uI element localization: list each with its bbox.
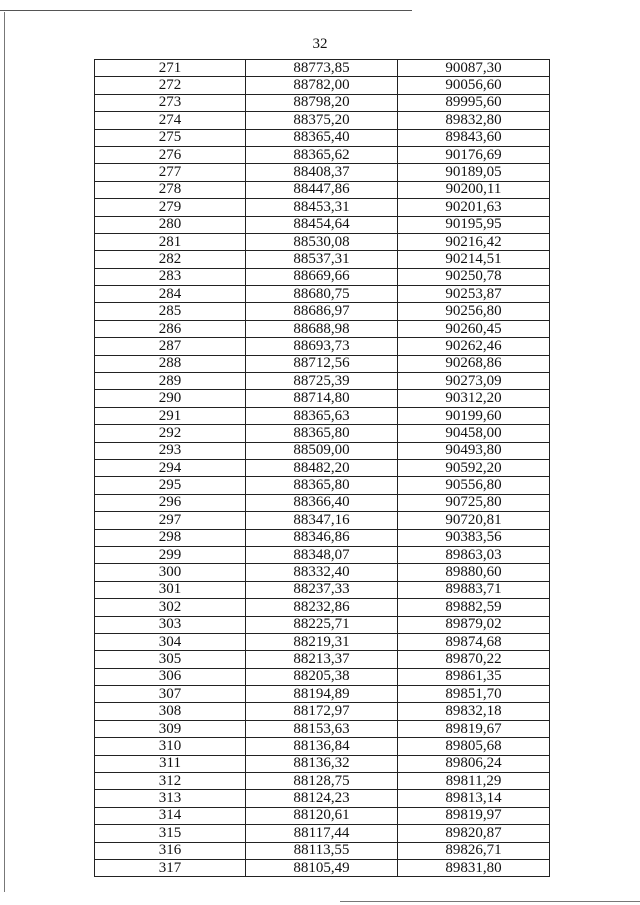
y-coordinate-cell: 90592,20 xyxy=(398,459,550,476)
table-row xyxy=(95,807,550,824)
y-coordinate-cell: 90253,87 xyxy=(398,286,550,303)
x-coordinate-cell: 88408,37 xyxy=(246,164,398,181)
x-coordinate-cell: 88225,71 xyxy=(246,616,398,633)
table-row xyxy=(95,251,550,268)
point-number-cell: 302 xyxy=(95,599,246,616)
table-row xyxy=(95,477,550,494)
table-row xyxy=(95,668,550,685)
point-number-cell: 310 xyxy=(95,738,246,755)
point-number-cell: 309 xyxy=(95,720,246,737)
y-coordinate-cell: 89832,80 xyxy=(398,112,550,129)
x-coordinate-cell: 88120,61 xyxy=(246,807,398,824)
table-row xyxy=(95,773,550,790)
x-coordinate-cell: 88712,56 xyxy=(246,355,398,372)
y-coordinate-cell: 89880,60 xyxy=(398,564,550,581)
y-coordinate-cell: 90216,42 xyxy=(398,233,550,250)
y-coordinate-cell: 90260,45 xyxy=(398,320,550,337)
point-number-cell: 290 xyxy=(95,390,246,407)
page-number: 32 xyxy=(312,36,328,52)
x-coordinate-cell: 88117,44 xyxy=(246,825,398,842)
point-number-cell: 277 xyxy=(95,164,246,181)
table-row xyxy=(95,303,550,320)
y-coordinate-cell: 89883,71 xyxy=(398,581,550,598)
table-row xyxy=(95,581,550,598)
x-coordinate-cell: 88454,64 xyxy=(246,216,398,233)
point-number-cell: 303 xyxy=(95,616,246,633)
table-row xyxy=(95,564,550,581)
table-row xyxy=(95,390,550,407)
table-row xyxy=(95,599,550,616)
x-coordinate-cell: 88688,98 xyxy=(246,320,398,337)
top-scan-rule xyxy=(0,10,412,11)
table-row xyxy=(95,268,550,285)
y-coordinate-cell: 89811,29 xyxy=(398,773,550,790)
point-number-cell: 282 xyxy=(95,251,246,268)
table-row xyxy=(95,286,550,303)
x-coordinate-cell: 88365,40 xyxy=(246,129,398,146)
y-coordinate-cell: 90556,80 xyxy=(398,477,550,494)
point-number-cell: 307 xyxy=(95,686,246,703)
x-coordinate-cell: 88347,16 xyxy=(246,512,398,529)
point-number-cell: 280 xyxy=(95,216,246,233)
y-coordinate-cell: 89874,68 xyxy=(398,633,550,650)
point-number-cell: 297 xyxy=(95,512,246,529)
x-coordinate-cell: 88205,38 xyxy=(246,668,398,685)
x-coordinate-cell: 88725,39 xyxy=(246,373,398,390)
point-number-cell: 294 xyxy=(95,459,246,476)
point-number-cell: 283 xyxy=(95,268,246,285)
table-row xyxy=(95,233,550,250)
point-number-cell: 312 xyxy=(95,773,246,790)
x-coordinate-cell: 88680,75 xyxy=(246,286,398,303)
point-number-cell: 292 xyxy=(95,425,246,442)
table-row xyxy=(95,459,550,476)
y-coordinate-cell: 90195,95 xyxy=(398,216,550,233)
y-coordinate-cell: 90720,81 xyxy=(398,512,550,529)
y-coordinate-cell: 90199,60 xyxy=(398,407,550,424)
y-coordinate-cell: 89851,70 xyxy=(398,686,550,703)
y-coordinate-cell: 90268,86 xyxy=(398,355,550,372)
point-number-cell: 278 xyxy=(95,181,246,198)
table-row xyxy=(95,529,550,546)
x-coordinate-cell: 88537,31 xyxy=(246,251,398,268)
x-coordinate-cell: 88365,80 xyxy=(246,425,398,442)
y-coordinate-cell: 89819,67 xyxy=(398,720,550,737)
point-number-cell: 275 xyxy=(95,129,246,146)
x-coordinate-cell: 88365,80 xyxy=(246,477,398,494)
x-coordinate-cell: 88194,89 xyxy=(246,686,398,703)
table-row xyxy=(95,442,550,459)
point-number-cell: 271 xyxy=(95,60,246,77)
y-coordinate-cell: 89995,60 xyxy=(398,94,550,111)
x-coordinate-cell: 88365,63 xyxy=(246,407,398,424)
point-number-cell: 281 xyxy=(95,233,246,250)
table-row xyxy=(95,164,550,181)
coordinates-table-body xyxy=(95,60,550,877)
point-number-cell: 305 xyxy=(95,651,246,668)
point-number-cell: 279 xyxy=(95,199,246,216)
x-coordinate-cell: 88530,08 xyxy=(246,233,398,250)
table-row xyxy=(95,703,550,720)
point-number-cell: 299 xyxy=(95,546,246,563)
point-number-cell: 295 xyxy=(95,477,246,494)
x-coordinate-cell: 88124,23 xyxy=(246,790,398,807)
x-coordinate-cell: 88113,55 xyxy=(246,842,398,859)
x-coordinate-cell: 88453,31 xyxy=(246,199,398,216)
x-coordinate-cell: 88366,40 xyxy=(246,494,398,511)
table-row xyxy=(95,129,550,146)
x-coordinate-cell: 88105,49 xyxy=(246,859,398,876)
x-coordinate-cell: 88237,33 xyxy=(246,581,398,598)
point-number-cell: 316 xyxy=(95,842,246,859)
table-row xyxy=(95,546,550,563)
x-coordinate-cell: 88693,73 xyxy=(246,338,398,355)
y-coordinate-cell: 90458,00 xyxy=(398,425,550,442)
table-row xyxy=(95,373,550,390)
y-coordinate-cell: 90725,80 xyxy=(398,494,550,511)
x-coordinate-cell: 88348,07 xyxy=(246,546,398,563)
point-number-cell: 296 xyxy=(95,494,246,511)
y-coordinate-cell: 90256,80 xyxy=(398,303,550,320)
y-coordinate-cell: 89879,02 xyxy=(398,616,550,633)
point-number-cell: 289 xyxy=(95,373,246,390)
table-row xyxy=(95,181,550,198)
y-coordinate-cell: 90493,80 xyxy=(398,442,550,459)
point-number-cell: 274 xyxy=(95,112,246,129)
table-row xyxy=(95,720,550,737)
left-page-edge xyxy=(4,12,5,892)
y-coordinate-cell: 89831,80 xyxy=(398,859,550,876)
y-coordinate-cell: 90383,56 xyxy=(398,529,550,546)
x-coordinate-cell: 88128,75 xyxy=(246,773,398,790)
y-coordinate-cell: 89806,24 xyxy=(398,755,550,772)
table-row xyxy=(95,60,550,77)
x-coordinate-cell: 88136,32 xyxy=(246,755,398,772)
x-coordinate-cell: 88669,66 xyxy=(246,268,398,285)
point-number-cell: 272 xyxy=(95,77,246,94)
point-number-cell: 311 xyxy=(95,755,246,772)
table-row xyxy=(95,755,550,772)
x-coordinate-cell: 88232,86 xyxy=(246,599,398,616)
y-coordinate-cell: 90273,09 xyxy=(398,373,550,390)
table-row xyxy=(95,738,550,755)
table-row xyxy=(95,651,550,668)
x-coordinate-cell: 88482,20 xyxy=(246,459,398,476)
point-number-cell: 300 xyxy=(95,564,246,581)
point-number-cell: 301 xyxy=(95,581,246,598)
bottom-scan-rule xyxy=(340,901,640,902)
x-coordinate-cell: 88136,84 xyxy=(246,738,398,755)
x-coordinate-cell: 88714,80 xyxy=(246,390,398,407)
table-row xyxy=(95,686,550,703)
y-coordinate-cell: 90214,51 xyxy=(398,251,550,268)
point-number-cell: 313 xyxy=(95,790,246,807)
table-row xyxy=(95,633,550,650)
point-number-cell: 284 xyxy=(95,286,246,303)
table-row xyxy=(95,425,550,442)
y-coordinate-cell: 90189,05 xyxy=(398,164,550,181)
x-coordinate-cell: 88172,97 xyxy=(246,703,398,720)
point-number-cell: 314 xyxy=(95,807,246,824)
x-coordinate-cell: 88219,31 xyxy=(246,633,398,650)
point-number-cell: 286 xyxy=(95,320,246,337)
y-coordinate-cell: 89882,59 xyxy=(398,599,550,616)
y-coordinate-cell: 90087,30 xyxy=(398,60,550,77)
y-coordinate-cell: 89863,03 xyxy=(398,546,550,563)
y-coordinate-cell: 89832,18 xyxy=(398,703,550,720)
x-coordinate-cell: 88509,00 xyxy=(246,442,398,459)
point-number-cell: 276 xyxy=(95,146,246,163)
y-coordinate-cell: 89819,97 xyxy=(398,807,550,824)
point-number-cell: 304 xyxy=(95,633,246,650)
point-number-cell: 293 xyxy=(95,442,246,459)
table-row xyxy=(95,616,550,633)
table-row xyxy=(95,825,550,842)
x-coordinate-cell: 88782,00 xyxy=(246,77,398,94)
point-number-cell: 317 xyxy=(95,859,246,876)
point-number-cell: 315 xyxy=(95,825,246,842)
point-number-cell: 287 xyxy=(95,338,246,355)
y-coordinate-cell: 89813,14 xyxy=(398,790,550,807)
table-row xyxy=(95,494,550,511)
x-coordinate-cell: 88332,40 xyxy=(246,564,398,581)
table-row xyxy=(95,512,550,529)
point-number-cell: 291 xyxy=(95,407,246,424)
y-coordinate-cell: 89861,35 xyxy=(398,668,550,685)
x-coordinate-cell: 88773,85 xyxy=(246,60,398,77)
point-number-cell: 308 xyxy=(95,703,246,720)
point-number-cell: 288 xyxy=(95,355,246,372)
point-number-cell: 298 xyxy=(95,529,246,546)
table-row xyxy=(95,320,550,337)
table-row xyxy=(95,94,550,111)
y-coordinate-cell: 90312,20 xyxy=(398,390,550,407)
x-coordinate-cell: 88798,20 xyxy=(246,94,398,111)
y-coordinate-cell: 90176,69 xyxy=(398,146,550,163)
table-row xyxy=(95,790,550,807)
y-coordinate-cell: 89820,87 xyxy=(398,825,550,842)
table-row xyxy=(95,146,550,163)
y-coordinate-cell: 90262,46 xyxy=(398,338,550,355)
table-row xyxy=(95,112,550,129)
table-row xyxy=(95,355,550,372)
table-row xyxy=(95,216,550,233)
table-row xyxy=(95,77,550,94)
x-coordinate-cell: 88686,97 xyxy=(246,303,398,320)
y-coordinate-cell: 89805,68 xyxy=(398,738,550,755)
point-number-cell: 285 xyxy=(95,303,246,320)
table-row xyxy=(95,407,550,424)
table-row xyxy=(95,859,550,876)
y-coordinate-cell: 89843,60 xyxy=(398,129,550,146)
y-coordinate-cell: 89826,71 xyxy=(398,842,550,859)
x-coordinate-cell: 88346,86 xyxy=(246,529,398,546)
x-coordinate-cell: 88447,86 xyxy=(246,181,398,198)
x-coordinate-cell: 88375,20 xyxy=(246,112,398,129)
y-coordinate-cell: 90056,60 xyxy=(398,77,550,94)
y-coordinate-cell: 90200,11 xyxy=(398,181,550,198)
table-row xyxy=(95,199,550,216)
point-number-cell: 273 xyxy=(95,94,246,111)
x-coordinate-cell: 88213,37 xyxy=(246,651,398,668)
y-coordinate-cell: 90250,78 xyxy=(398,268,550,285)
y-coordinate-cell: 90201,63 xyxy=(398,199,550,216)
coordinates-table xyxy=(94,59,550,877)
x-coordinate-cell: 88365,62 xyxy=(246,146,398,163)
x-coordinate-cell: 88153,63 xyxy=(246,720,398,737)
table-row xyxy=(95,842,550,859)
table-row xyxy=(95,338,550,355)
point-number-cell: 306 xyxy=(95,668,246,685)
y-coordinate-cell: 89870,22 xyxy=(398,651,550,668)
